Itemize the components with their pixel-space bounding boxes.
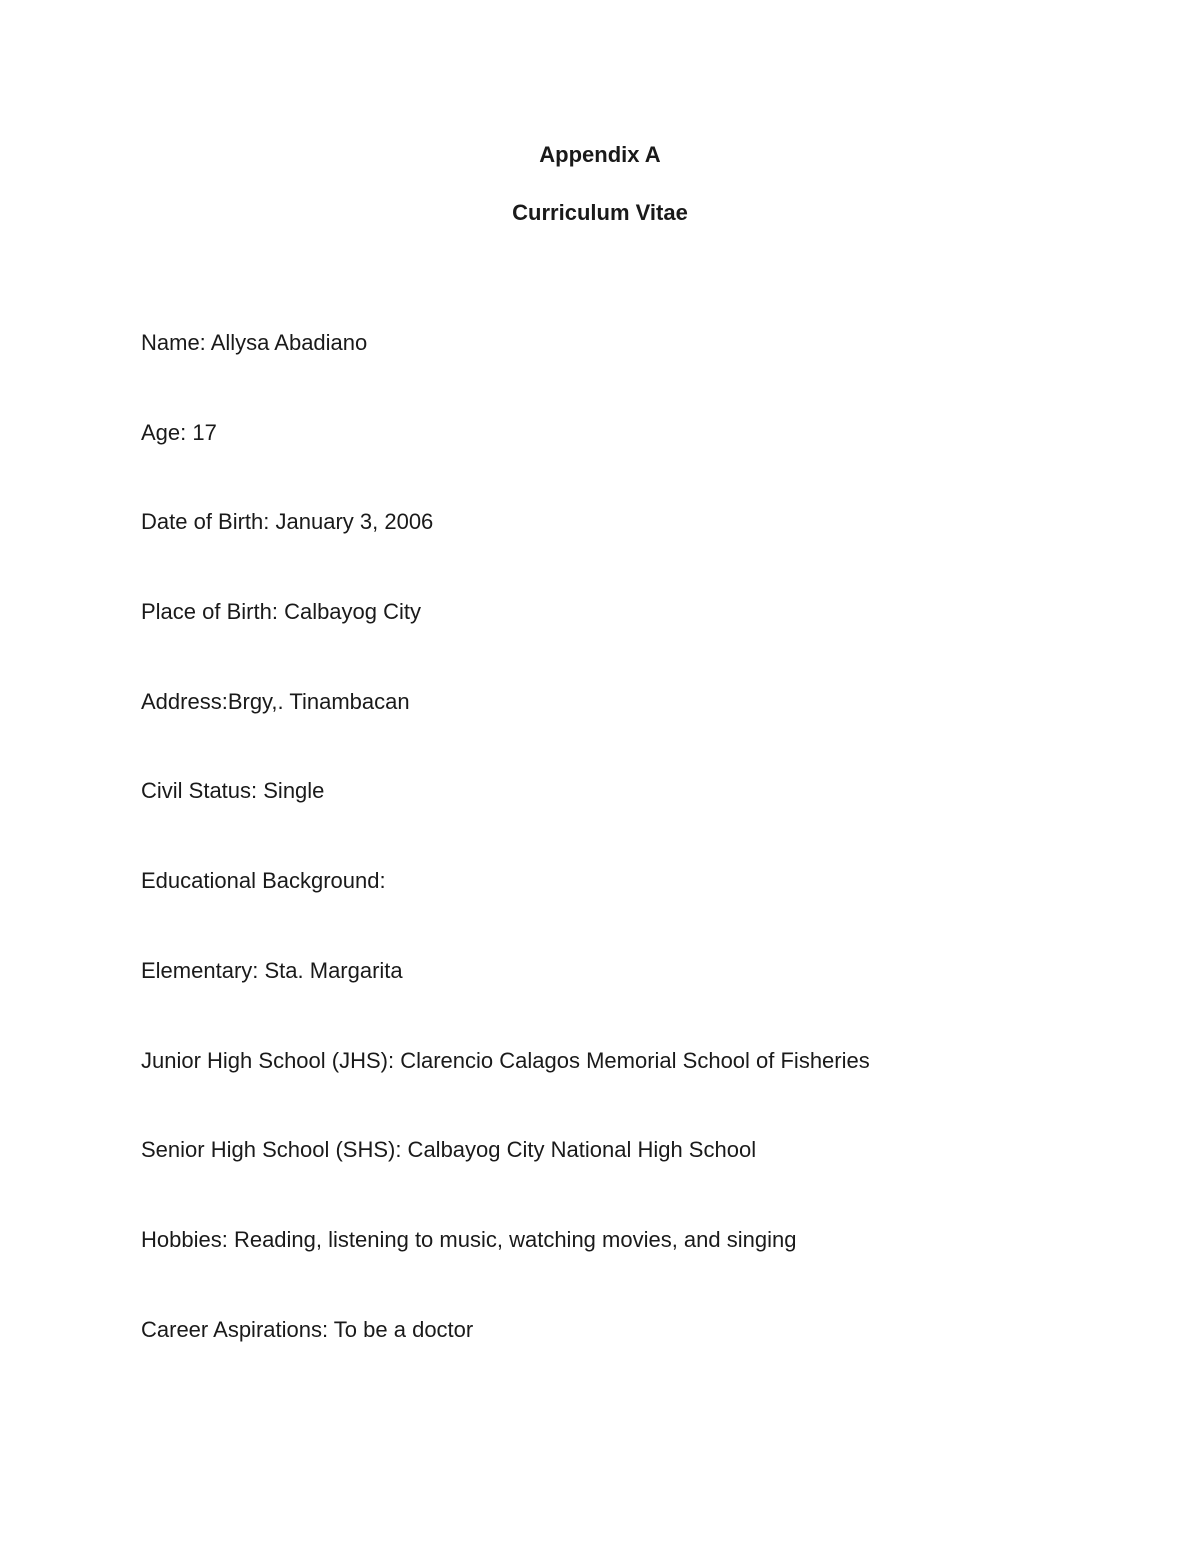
cv-line-elementary: Elementary: Sta. Margarita <box>141 957 403 983</box>
cv-line-address: Address:Brgy,. Tinambacan <box>141 688 410 714</box>
cv-line-name: Name: Allysa Abadiano <box>141 330 368 355</box>
cv-line-educational-background: Educational Background: <box>141 868 386 894</box>
cv-line-date-of-birth: Date of Birth: January 3, 2006 <box>141 509 434 535</box>
cv-line-junior-high-school: Junior High School (JHS): Clarencio Calagos Memorial School of Fisheries <box>141 1047 870 1073</box>
cv-line-senior-high-school: Senior High School (SHS): Calbayog City National High School <box>141 1137 757 1163</box>
cv-line-age: Age: 17 <box>141 419 217 445</box>
cv-title: Curriculum Vitae <box>512 200 688 225</box>
cv-line-place-of-birth: Place of Birth: Calbayog City <box>141 599 422 625</box>
cv-line-hobbies: Hobbies: Reading, listening to music, watching movies, and singing <box>141 1226 797 1252</box>
cv-details-list <box>141 330 1141 1406</box>
cv-line-civil-status: Civil Status: Single <box>141 778 325 804</box>
cv-line-career-aspirations: Career Aspirations: To be a doctor <box>141 1316 474 1342</box>
appendix-title: Appendix A <box>539 142 661 167</box>
